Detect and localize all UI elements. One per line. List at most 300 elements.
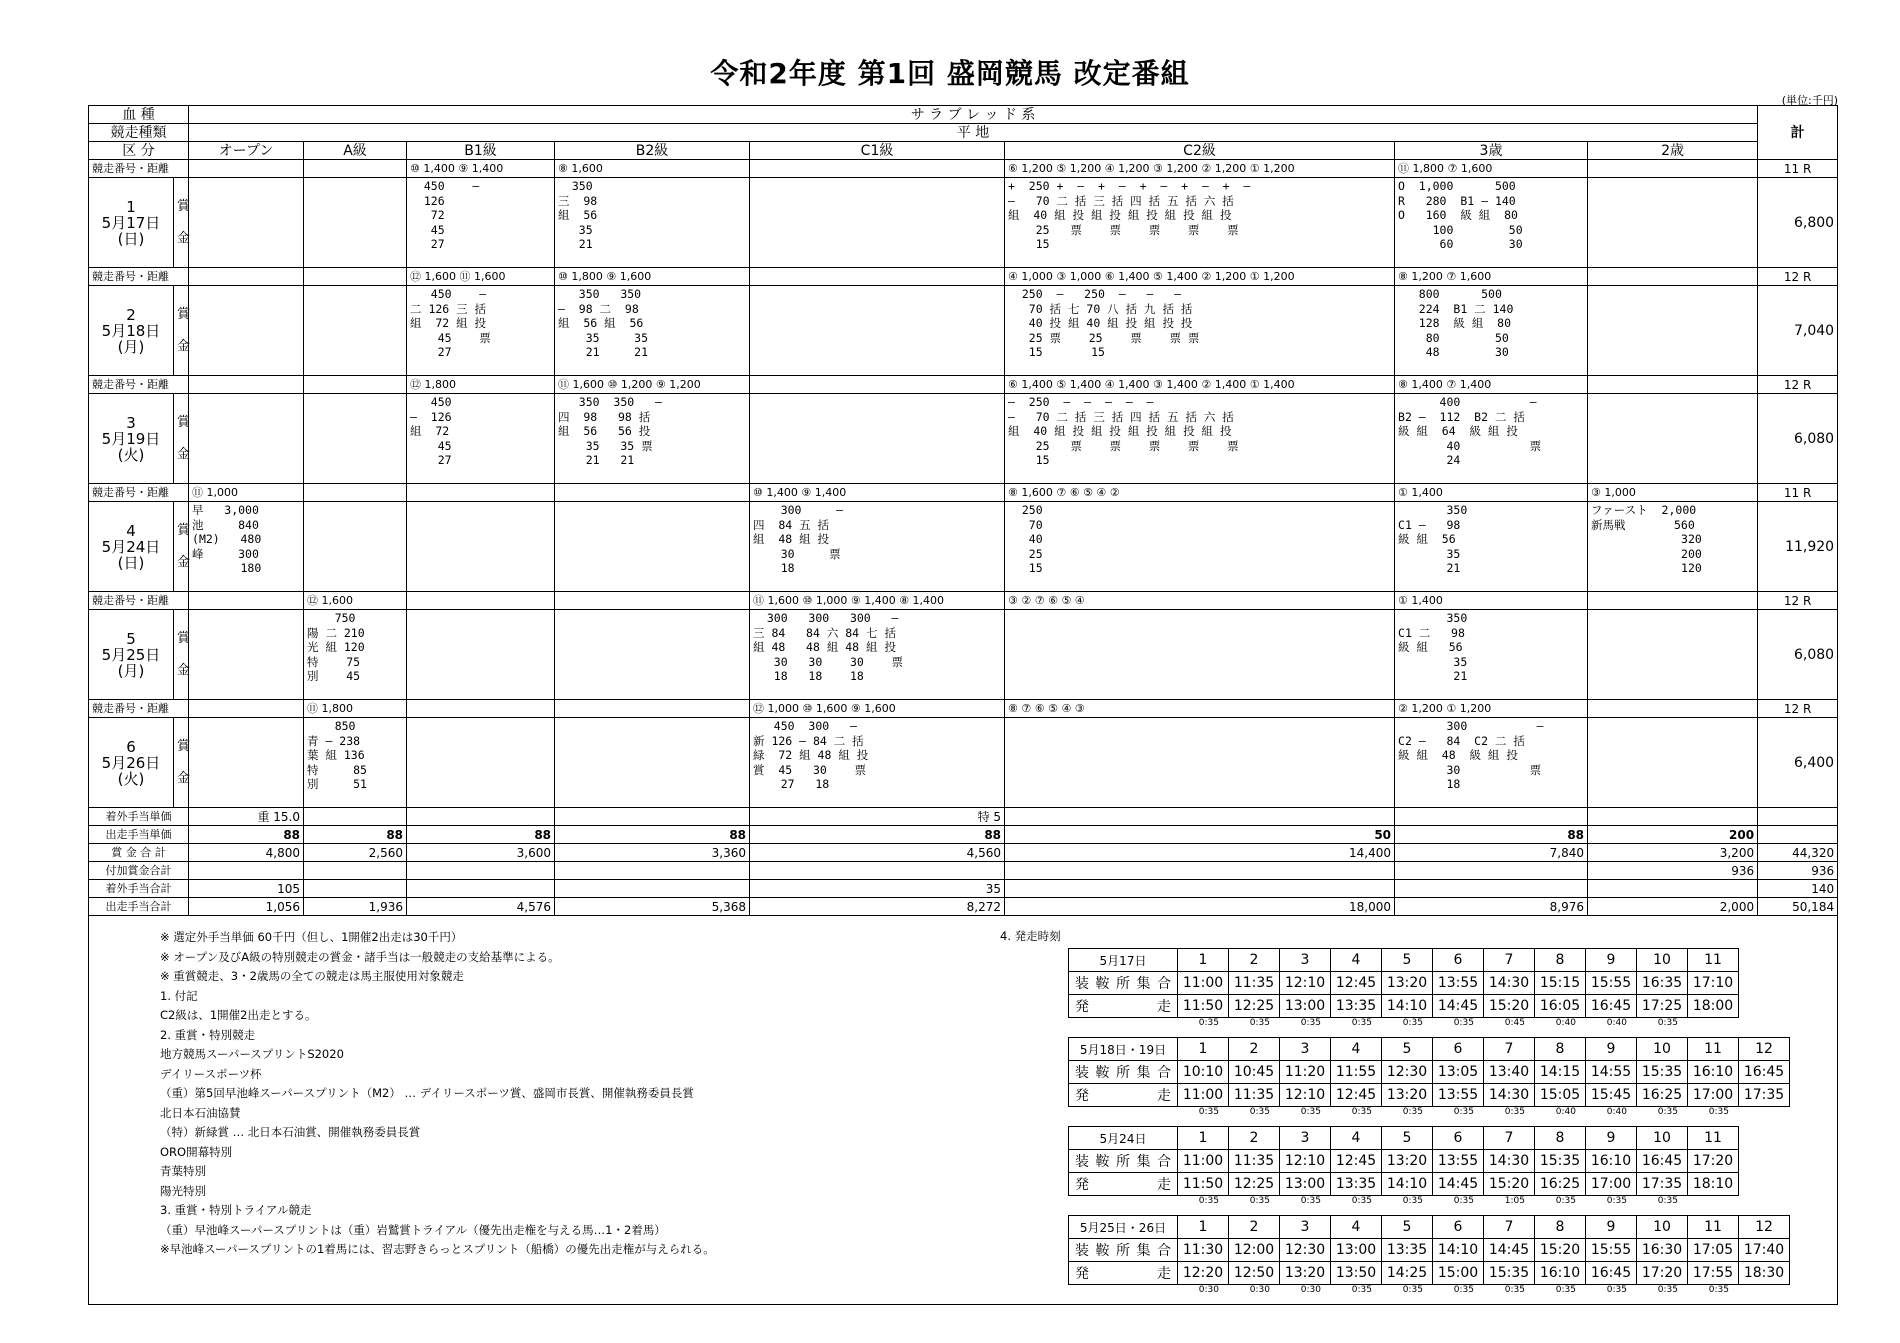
race-number: 3	[1280, 1038, 1331, 1061]
start-row	[1069, 995, 1739, 1018]
race-count: 12 R	[1758, 268, 1838, 286]
schedule-table	[1068, 948, 1739, 1018]
type-value: 平 地	[189, 124, 1758, 142]
prize-label: 賞 金	[174, 718, 189, 808]
summary-label: 賞 金 合 計	[89, 844, 189, 862]
class-c2: C2級	[1005, 142, 1395, 160]
day-weekday: (火)	[117, 769, 145, 788]
note-line: 青葉特別	[160, 1164, 206, 1178]
race-distance-cell: ⑥ 1,400 ⑤ 1,400 ④ 1,400 ③ 1,400 ② 1,400 ① 1,400	[1005, 376, 1395, 394]
day-number: 4	[126, 521, 136, 540]
gather-time: 14:15	[1535, 1061, 1586, 1084]
start-time: 14:30	[1484, 1084, 1535, 1107]
gather-row	[1069, 1061, 1790, 1084]
start-time: 12:50	[1229, 1262, 1280, 1285]
gap-value: 0:35	[1504, 1285, 1525, 1295]
note-line: （特）新緑賞 … 北日本石油賞、開催執務委員長賞	[160, 1125, 421, 1139]
race-count: 12 R	[1758, 700, 1838, 718]
note-line: ※ オープン及びA級の特別競走の賞金・諸手当は一般競走の支給基準による。	[160, 949, 560, 964]
gap-value: 0:35	[1555, 1196, 1576, 1206]
summary-label: 着外手当単価	[89, 808, 189, 826]
gather-time: 10:45	[1229, 1061, 1280, 1084]
summary-value: 88	[1395, 826, 1588, 844]
summary-label: 出走手当合計	[89, 898, 189, 916]
race-distance-label: 競走番号・距離	[89, 484, 189, 502]
gather-time: 11:55	[1331, 1061, 1382, 1084]
class-b1: B1級	[407, 142, 555, 160]
race-number: 11	[1688, 949, 1739, 972]
race-distance-cell: ⑧ 1,400 ⑦ 1,400	[1395, 376, 1588, 394]
start-row	[1069, 1084, 1790, 1107]
race-number: 8	[1535, 949, 1586, 972]
race-number: 6	[1433, 1038, 1484, 1061]
summary-value: 5,368	[555, 898, 750, 916]
race-distance-label: 競走番号・距離	[89, 376, 189, 394]
race-number: 9	[1586, 949, 1637, 972]
summary-value: 3,600	[407, 844, 555, 862]
prize-label: 賞 金	[174, 502, 189, 592]
gap-value: 0:40	[1606, 1107, 1627, 1117]
start-label: 発 走	[1069, 1262, 1178, 1285]
day-weekday: (日)	[117, 229, 145, 248]
day-weekday: (日)	[117, 553, 145, 572]
gather-time: 11:35	[1229, 1150, 1280, 1173]
prize-label: 賞 金	[174, 610, 189, 700]
class-c1: C1級	[750, 142, 1005, 160]
day-number: 1	[126, 197, 136, 216]
start-time: 18:30	[1739, 1262, 1790, 1285]
race-number: 5	[1382, 949, 1433, 972]
race-number: 9	[1586, 1038, 1637, 1061]
race-distance-cell: ⑧ 1,200 ⑦ 1,600	[1395, 268, 1588, 286]
note-line: ※早池峰スーパースプリントの1着馬には、習志野きらっとスプリント（船橋）の優先出走権が与えられる。	[160, 1242, 715, 1256]
gather-label: 装鞍所集合	[1069, 972, 1178, 995]
start-time: 16:45	[1586, 995, 1637, 1018]
day-total: 6,080	[1758, 394, 1838, 484]
note-line: （重）早池峰スーパースプリントは（重）岩鷲賞トライアル（優先出走権を与える馬…1・2着馬）	[160, 1222, 666, 1237]
race-number: 10	[1637, 949, 1688, 972]
gather-time: 12:45	[1331, 1150, 1382, 1173]
prize-text: 450 300 ― 新 126 ― 84 二 括 緑 72 組 48 組 投 賞 45 30 票 27 18	[753, 719, 869, 792]
schedule-date: 5月18日・19日	[1069, 1038, 1178, 1061]
gap-value: 0:35	[1657, 1196, 1678, 1206]
gather-time: 11:20	[1280, 1061, 1331, 1084]
start-time: 15:35	[1484, 1262, 1535, 1285]
gather-label: 装鞍所集合	[1069, 1150, 1178, 1173]
summary-value: 936	[1588, 862, 1758, 880]
summary-total: 936	[1758, 862, 1838, 880]
gather-row	[1069, 1239, 1790, 1262]
gather-time: 13:00	[1331, 1239, 1382, 1262]
start-time: 13:35	[1331, 1173, 1382, 1196]
race-number: 8	[1535, 1038, 1586, 1061]
class-2yo: 2歳	[1588, 142, 1758, 160]
gather-time: 16:45	[1739, 1061, 1790, 1084]
schedule-heading: 4. 発走時刻	[1000, 929, 1061, 943]
gap-value: 0:35	[1708, 1107, 1729, 1117]
prize-text: 350 三 98 組 56 35 21	[558, 179, 598, 252]
start-time: 17:00	[1688, 1084, 1739, 1107]
race-number: 6	[1433, 1127, 1484, 1150]
race-number: 5	[1382, 1127, 1433, 1150]
note-line: 地方競馬スーパースプリントS2020	[160, 1047, 344, 1061]
note-line: デイリースポーツ杯	[160, 1066, 262, 1081]
summary-total: 50,184	[1758, 898, 1838, 916]
prize-label: 賞 金	[174, 178, 189, 268]
summary-value: 8,272	[750, 898, 1005, 916]
race-number: 7	[1484, 949, 1535, 972]
class-a: A級	[304, 142, 407, 160]
gap-value: 0:35	[1198, 1196, 1219, 1206]
summary-value: 88	[555, 826, 750, 844]
start-time: 12:25	[1229, 1173, 1280, 1196]
summary-value: 50	[1005, 826, 1395, 844]
gap-value: 0:45	[1504, 1018, 1525, 1028]
race-distance-label: 競走番号・距離	[89, 160, 189, 178]
class-b2: B2級	[555, 142, 750, 160]
race-number: 11	[1688, 1038, 1739, 1061]
race-number: 4	[1331, 949, 1382, 972]
race-distance-cell: ③ ② ⑦ ⑥ ⑤ ④	[1005, 592, 1395, 610]
gap-value: 0:35	[1198, 1107, 1219, 1117]
note-line: （重）第5回早池峰スーパースプリント（M2） … デイリースポーツ賞、盛岡市長賞、開催執務委員長賞	[160, 1086, 694, 1100]
race-distance-cell: ⑧ 1,600 ⑦ ⑥ ⑤ ④ ②	[1005, 484, 1395, 502]
prize-text: 800 500 224 B1 二 140 128 級 組 80 80 50 48 30	[1418, 287, 1514, 360]
day-date: 5月18日	[101, 321, 161, 340]
prize-label: 賞 金	[174, 394, 189, 484]
gap-value: 0:35	[1453, 1018, 1474, 1028]
day-date: 5月17日	[101, 213, 161, 232]
prize-text: 850 青 ― 238 葉 組 136 特 85 別 51	[307, 719, 367, 792]
race-distance-cell: ⑫ 1,600 ⑪ 1,600	[407, 268, 555, 286]
start-row	[1069, 1173, 1739, 1196]
schedule-table	[1068, 1215, 1790, 1285]
summary-value: 18,000	[1005, 898, 1395, 916]
race-distance-cell: ⑩ 1,800 ⑨ 1,600	[555, 268, 750, 286]
race-distance-cell: ⑧ 1,600	[555, 160, 750, 178]
gather-time: 14:10	[1433, 1239, 1484, 1262]
gather-time: 17:05	[1688, 1239, 1739, 1262]
start-row	[1069, 1262, 1790, 1285]
prize-text: 250 ― 250 ― ― ― 70 括 七 70 八 括 九 括 括 40 投 組 40 組 投 組 投 投 25 票 25 票 票 票 15 15	[1021, 287, 1200, 360]
gap-value: 0:35	[1555, 1285, 1576, 1295]
race-number: 6	[1433, 949, 1484, 972]
race-number: 1	[1178, 1038, 1229, 1061]
race-number: 4	[1331, 1216, 1382, 1239]
type-label: 競走種類	[89, 124, 189, 142]
gap-value: 0:35	[1657, 1018, 1678, 1028]
day-weekday: (火)	[117, 445, 145, 464]
start-time: 12:45	[1331, 1084, 1382, 1107]
race-number: 2	[1229, 949, 1280, 972]
gap-value: 0:35	[1453, 1196, 1474, 1206]
unit-label: (単位:千円)	[1781, 94, 1838, 107]
gap-value: 0:35	[1249, 1107, 1270, 1117]
gap-value: 0:35	[1249, 1018, 1270, 1028]
race-number: 5	[1382, 1216, 1433, 1239]
summary-label: 着外手当合計	[89, 880, 189, 898]
blood-value: サ ラ ブ レ ッ ド 系	[189, 106, 1758, 124]
race-distance-cell: ⑩ 1,400 ⑨ 1,400	[750, 484, 1005, 502]
prize-text: 450 ― 126 72 45 27	[423, 179, 480, 252]
schedule-header-row	[1069, 949, 1739, 972]
race-number: 2	[1229, 1038, 1280, 1061]
gap-value: 0:35	[1657, 1107, 1678, 1117]
start-label: 発 走	[1069, 1173, 1178, 1196]
gap-row	[1068, 1018, 1790, 1031]
day-total: 6,400	[1758, 718, 1838, 808]
gap-row	[1068, 1107, 1790, 1120]
schedule-header-row	[1069, 1038, 1790, 1061]
gap-value: 1:05	[1504, 1196, 1525, 1206]
race-distance-cell: ⑫ 1,800	[407, 376, 555, 394]
schedule-date: 5月17日	[1069, 949, 1178, 972]
summary-value: 35	[750, 880, 1005, 898]
gap-value: 0:35	[1351, 1196, 1372, 1206]
race-distance-cell: ⑩ 1,400 ⑨ 1,400	[407, 160, 555, 178]
race-distance-cell: ④ 1,000 ③ 1,000 ⑥ 1,400 ⑤ 1,400 ② 1,200 ① 1,200	[1005, 268, 1395, 286]
start-time: 16:45	[1586, 1262, 1637, 1285]
race-number: 2	[1229, 1216, 1280, 1239]
summary-value: 1,936	[304, 898, 407, 916]
day-total: 7,040	[1758, 286, 1838, 376]
summary-value: 88	[189, 826, 304, 844]
schedule-date: 5月25日・26日	[1069, 1216, 1178, 1239]
gather-time: 13:55	[1433, 1150, 1484, 1173]
start-time: 15:20	[1484, 1173, 1535, 1196]
gap-value: 0:35	[1606, 1196, 1627, 1206]
gather-time: 17:20	[1688, 1150, 1739, 1173]
gather-time: 11:00	[1178, 1150, 1229, 1173]
start-time: 13:35	[1331, 995, 1382, 1018]
gather-time: 13:35	[1382, 1239, 1433, 1262]
gather-time: 13:55	[1433, 972, 1484, 995]
gather-time: 13:20	[1382, 972, 1433, 995]
gap-value: 0:35	[1606, 1285, 1627, 1295]
gather-time: 14:30	[1484, 972, 1535, 995]
start-label: 発 走	[1069, 995, 1178, 1018]
gap-row	[1068, 1196, 1790, 1209]
summary-total: 44,320	[1758, 844, 1838, 862]
start-time: 14:45	[1433, 1173, 1484, 1196]
gather-time: 12:10	[1280, 1150, 1331, 1173]
race-number: 4	[1331, 1127, 1382, 1150]
schedule-date: 5月24日	[1069, 1127, 1178, 1150]
start-time: 17:25	[1637, 995, 1688, 1018]
race-distance-cell: ① 1,400	[1395, 484, 1588, 502]
start-time: 17:55	[1688, 1262, 1739, 1285]
gap-value: 0:35	[1249, 1196, 1270, 1206]
race-number: 3	[1280, 949, 1331, 972]
start-time: 17:35	[1739, 1084, 1790, 1107]
race-number: 7	[1484, 1216, 1535, 1239]
start-time: 15:45	[1586, 1084, 1637, 1107]
gather-time: 13:05	[1433, 1061, 1484, 1084]
race-distance-cell: ① 1,400	[1395, 592, 1588, 610]
start-time: 15:05	[1535, 1084, 1586, 1107]
summary-value: 重 15.0	[189, 808, 304, 826]
gap-value: 0:35	[1198, 1018, 1219, 1028]
race-distance-label: 競走番号・距離	[89, 700, 189, 718]
race-count: 11 R	[1758, 160, 1838, 178]
summary-value: 2,000	[1588, 898, 1758, 916]
class-3yo: 3歳	[1395, 142, 1588, 160]
start-time: 14:25	[1382, 1262, 1433, 1285]
gap-value: 0:30	[1300, 1285, 1321, 1295]
gap-value: 0:35	[1300, 1018, 1321, 1028]
summary-value: 1,056	[189, 898, 304, 916]
start-time: 18:10	[1688, 1173, 1739, 1196]
prize-text: ファースト 2,000 新馬戦 560 320 200 120	[1591, 503, 1702, 576]
race-number: 1	[1178, 1216, 1229, 1239]
race-number: 12	[1739, 1216, 1790, 1239]
gather-time: 11:30	[1178, 1239, 1229, 1262]
race-distance-cell: ⑧ ⑦ ⑥ ⑤ ④ ③	[1005, 700, 1395, 718]
gather-time: 17:40	[1739, 1239, 1790, 1262]
gap-value: 0:35	[1504, 1107, 1525, 1117]
day-number: 5	[126, 629, 136, 648]
start-time: 12:10	[1280, 1084, 1331, 1107]
schedule-header-row	[1069, 1216, 1790, 1239]
race-number: 10	[1637, 1216, 1688, 1239]
race-number: 9	[1586, 1127, 1637, 1150]
gap-value: 0:35	[1402, 1107, 1423, 1117]
race-number: 5	[1382, 1038, 1433, 1061]
race-number: 11	[1688, 1127, 1739, 1150]
race-number: 6	[1433, 1216, 1484, 1239]
summary-value: 88	[304, 826, 407, 844]
gap-value: 0:35	[1351, 1285, 1372, 1295]
start-time: 11:35	[1229, 1084, 1280, 1107]
race-distance-cell: ⑫ 1,000 ⑩ 1,600 ⑨ 1,600	[750, 700, 1005, 718]
schedule-header-row	[1069, 1127, 1739, 1150]
gather-row	[1069, 972, 1739, 995]
race-number: 12	[1739, 1038, 1790, 1061]
start-time: 16:25	[1637, 1084, 1688, 1107]
start-time: 13:00	[1280, 1173, 1331, 1196]
gather-time: 15:15	[1535, 972, 1586, 995]
class-label: 区 分	[89, 142, 189, 160]
start-time: 13:20	[1280, 1262, 1331, 1285]
prize-label: 賞 金	[174, 286, 189, 376]
prize-text: + 250 + ― + ― + ― + ― + ― ― 70 二 括 三 括 四 括 五 括 六 括 組 40 組 投 組 投 組 投 組 投 組 投 25 票 票 票 票 票 15	[1008, 179, 1251, 252]
gather-time: 16:30	[1637, 1239, 1688, 1262]
start-time-schedule	[1000, 928, 1790, 1298]
prize-text: 350 350 ― 四 98 98 括 組 56 56 投 35 35 票 21 21	[558, 395, 662, 468]
prize-text: ― 250 ― ― ― ― ― ― 70 二 括 三 括 四 括 五 括 六 括 組 40 組 投 組 投 組 投 組 投 組 投 25 票 票 票 票 票 15	[1008, 395, 1239, 468]
race-number: 1	[1178, 1127, 1229, 1150]
prize-text: 450 ― 126 組 72 45 27	[410, 395, 452, 468]
start-time: 17:00	[1586, 1173, 1637, 1196]
summary-value: 200	[1588, 826, 1758, 844]
summary-value: 14,400	[1005, 844, 1395, 862]
summary-value: 4,560	[750, 844, 1005, 862]
race-distance-cell: ③ 1,000	[1588, 484, 1758, 502]
start-time: 14:10	[1382, 1173, 1433, 1196]
start-time: 12:20	[1178, 1262, 1229, 1285]
start-time: 13:20	[1382, 1084, 1433, 1107]
race-number: 2	[1229, 1127, 1280, 1150]
gap-value: 0:40	[1606, 1018, 1627, 1028]
gather-time: 14:45	[1484, 1239, 1535, 1262]
gap-value: 0:30	[1198, 1285, 1219, 1295]
gather-time: 15:35	[1637, 1061, 1688, 1084]
race-distance-cell: ⑪ 1,600 ⑩ 1,200 ⑨ 1,200	[555, 376, 750, 394]
gather-time: 11:00	[1178, 972, 1229, 995]
gather-time: 15:55	[1586, 1239, 1637, 1262]
notes-section	[160, 928, 960, 1260]
gap-value: 0:30	[1249, 1285, 1270, 1295]
summary-label: 付加賞金合計	[89, 862, 189, 880]
race-count: 11 R	[1758, 484, 1838, 502]
gather-label: 装鞍所集合	[1069, 1061, 1178, 1084]
race-number: 9	[1586, 1216, 1637, 1239]
note-line: ※ 重賞競走、3・2歳馬の全ての競走は馬主服使用対象競走	[160, 969, 464, 983]
prize-text: 早 3,000 池 840 (M2) 480 峰 300 180	[192, 503, 262, 576]
gather-time: 11:35	[1229, 972, 1280, 995]
race-distance-label: 競走番号・距離	[89, 268, 189, 286]
day-total: 11,920	[1758, 502, 1838, 592]
gap-value: 0:35	[1351, 1107, 1372, 1117]
race-number: 10	[1637, 1127, 1688, 1150]
prize-text: O 1,000 500 R 280 B1 ― 140 O 160 級 組 80 100 50 60 30	[1398, 179, 1523, 252]
gap-value: 0:35	[1708, 1285, 1729, 1295]
prize-text: 300 ― C2 ― 84 C2 二 括 級 組 48 級 組 投 30 票 18	[1398, 719, 1544, 792]
start-label: 発 走	[1069, 1084, 1178, 1107]
gather-time: 12:10	[1280, 972, 1331, 995]
prize-text: 450 ― 二 126 三 括 組 72 組 投 45 票 27	[410, 287, 491, 360]
prize-text: 350 C1 二 98 級 組 56 35 21	[1398, 611, 1468, 684]
day-weekday: (月)	[117, 337, 145, 356]
start-time: 16:10	[1535, 1262, 1586, 1285]
gap-value: 0:40	[1555, 1018, 1576, 1028]
note-line: 3. 重賞・特別トライアル競走	[160, 1203, 312, 1217]
gather-time: 14:30	[1484, 1150, 1535, 1173]
race-distance-cell: ⑥ 1,200 ⑤ 1,200 ④ 1,200 ③ 1,200 ② 1,200 ① 1,200	[1005, 160, 1395, 178]
prize-text: 250 70 40 25 15	[1021, 503, 1043, 576]
race-distance-cell: ⑪ 1,800	[304, 700, 407, 718]
page-title: 令和2年度 第1回 盛岡競馬 改定番組	[710, 57, 1190, 90]
gap-value: 0:35	[1402, 1285, 1423, 1295]
day-date: 5月19日	[101, 429, 161, 448]
gather-time: 14:55	[1586, 1061, 1637, 1084]
start-time: 14:10	[1382, 995, 1433, 1018]
summary-value: 3,200	[1588, 844, 1758, 862]
summary-value: 3,360	[555, 844, 750, 862]
gap-value: 0:35	[1402, 1018, 1423, 1028]
gap-value: 0:35	[1300, 1196, 1321, 1206]
gap-value: 0:40	[1555, 1107, 1576, 1117]
gather-time: 17:10	[1688, 972, 1739, 995]
start-time: 13:55	[1433, 1084, 1484, 1107]
start-time: 13:00	[1280, 995, 1331, 1018]
class-open: オープン	[189, 142, 304, 160]
prize-text: 750 陽 二 210 光 組 120 特 75 別 45	[307, 611, 365, 684]
start-time: 16:25	[1535, 1173, 1586, 1196]
start-time: 11:50	[1178, 995, 1229, 1018]
gap-value: 0:35	[1453, 1285, 1474, 1295]
prize-text: 300 300 300 ― 三 84 84 六 84 七 括 組 48 48 組 48 組 投 30 30 30 票 18 18 18	[753, 611, 903, 684]
gap-value: 0:35	[1300, 1107, 1321, 1117]
gather-time: 16:45	[1637, 1150, 1688, 1173]
race-number: 8	[1535, 1127, 1586, 1150]
prize-text: 350 350 ― 98 二 98 組 56 組 56 35 35 21 21	[558, 287, 649, 360]
note-line: 北日本石油協賛	[160, 1105, 241, 1120]
prize-text: 400 ― B2 ― 112 B2 二 括 級 組 64 級 組 投 40 票 24	[1398, 395, 1542, 468]
note-line: C2級は、1開催2出走とする。	[160, 1008, 317, 1022]
race-number: 10	[1637, 1038, 1688, 1061]
race-number: 7	[1484, 1127, 1535, 1150]
